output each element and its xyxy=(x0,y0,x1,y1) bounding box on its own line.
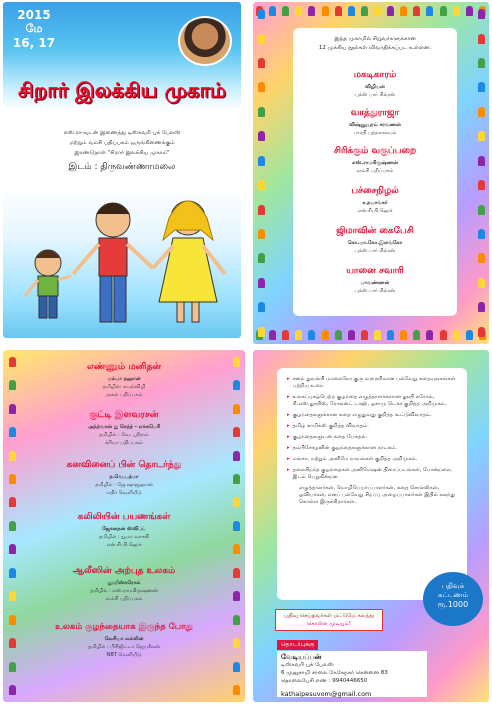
book-author: லூயிஸ்கரோல் xyxy=(107,580,141,586)
details-box xyxy=(277,368,467,600)
book-translator: தமிழில்: கயல்விழி xyxy=(102,384,146,390)
fee-label-1: பதிவுக் xyxy=(441,582,465,590)
month: மே xyxy=(25,22,43,35)
book-author: அந்த்வான் து செந்த் - எக்சுபெரி xyxy=(87,424,161,430)
contact-org: டிஸ்கவரி புக் பேலஸ் xyxy=(281,662,334,668)
bullet-icon: ▸ xyxy=(287,412,290,418)
book-title: மகடிகாரம் xyxy=(353,70,397,80)
intro-line-1: இந்த முகாமில் சிறுவர்களுக்கான xyxy=(334,36,416,42)
book-publisher: என்.சி.பி.ஹெச் xyxy=(106,542,142,548)
bullet-icon: ▸ xyxy=(287,434,290,440)
kids-border-top xyxy=(253,4,489,18)
author-photo xyxy=(178,16,232,66)
book-publisher: புக்ஸ் பார் சில்ரன் xyxy=(355,92,395,98)
date-badge xyxy=(11,8,57,54)
book-translator: தமிழில் : பிரிஜிட்டா ஜெயசீலன் xyxy=(88,644,160,650)
kids-border-left xyxy=(255,2,267,344)
kids-border-left xyxy=(6,350,18,702)
detail-item: ▸ தம்பிசோழனின் குழந்தைகளுக்கான நாடகம். xyxy=(287,445,397,451)
book-author: கொ.மா.கோ.இளங்கோ xyxy=(347,240,403,246)
details-list xyxy=(277,368,467,481)
book-publisher: வம்சி பதிப்பகம் xyxy=(356,168,394,174)
book-translator: தமிழில் : ஜே.ஷாஜஹான் xyxy=(95,482,153,488)
book-title: குட்டி இளவரசன் xyxy=(89,410,159,420)
page-title: சிறார் இலக்கிய முகாம் xyxy=(17,78,227,102)
booklist-right-box xyxy=(293,28,457,316)
contact-address: 6 முனுசாமி சாலை கேகேநகர் சென்னை 83 xyxy=(281,670,388,676)
registration-note: பதிவு செய்தவர்கள் மட்டுமே கலந்து கொள்ள முடியும்! xyxy=(275,609,383,631)
bullet-icon: ▸ xyxy=(287,467,290,473)
detail-item: ▸ குழந்தைகளுடன் கதை பேசுதல். xyxy=(287,434,368,440)
contact-email[interactable]: kathaipesuvom@gmail.com xyxy=(281,690,372,698)
bullet-icon: ▸ xyxy=(287,445,290,451)
book-title: ஜிமாவின் கைபேசி xyxy=(336,226,414,236)
kids-border-right xyxy=(230,350,242,702)
girl-figure xyxy=(153,201,225,322)
booklist-panel-right xyxy=(253,2,489,344)
book-publisher: புக்ஸ் பார் சில்ரன் xyxy=(355,248,395,254)
kids-border-right xyxy=(475,2,487,344)
detail-item: ▸ மங்கா, மற்றும் அனிமே நாவல்கள் குறித்த அறிமுகம். xyxy=(287,456,418,462)
bullet-icon: ▸ xyxy=(287,394,290,400)
kids-border-bottom xyxy=(253,328,489,342)
book-author: ஜோனதன் ஸ்விப்ட் xyxy=(102,526,146,532)
book-author: பாவண்ணன் xyxy=(360,280,390,286)
invite-line-2: மற்றும் வம்சி பதிப்பகம் ஒருங்கிணைக்கும் xyxy=(69,140,175,146)
book-translator: தமிழில் : எஸ்.ராமகிருஷ்ணன் xyxy=(90,588,158,594)
book-title: ஆலீஸின் அற்புத உலகம் xyxy=(72,566,176,576)
contact-phone: தொலைபேசி எண் : 9940446650 xyxy=(281,678,368,684)
bullet-icon: ▸ xyxy=(287,423,290,429)
children-illustration xyxy=(3,178,241,338)
book-publisher: எதிர் வெளியீடு xyxy=(106,490,142,496)
detail-item: ▸ தலைசிறந்த குழந்தைகள் அனிமேஷன் திரைப்படங்கள், போன்றவை இடம் பெறுகின்றன xyxy=(287,467,452,480)
book-author: உதயசங்கர் xyxy=(362,200,388,206)
contact-name: வேடியப்பன் xyxy=(281,653,322,661)
book-publisher: NBT வெளியீடு xyxy=(106,652,142,658)
book-title: யானை சவாரி xyxy=(346,266,404,276)
invite-line-1: எஸ்.ரா-வுடன் இணைந்து டிஸ்கவரி புக் பேலஸ் xyxy=(63,130,181,136)
dates: 16, 17 xyxy=(12,36,56,50)
year: 2015 xyxy=(17,8,51,22)
bullet-icon: ▸ xyxy=(287,376,290,382)
book-publisher: க்ரியா பதிப்பகம் xyxy=(105,440,143,446)
book-publisher: என்.சி.பி.ஹெச் xyxy=(357,208,393,214)
book-translator: தமிழில் : வெ. ஸ்ரீராம் xyxy=(99,432,149,438)
boy-figure xyxy=(73,203,153,322)
details-panel xyxy=(253,350,489,702)
book-publisher: பாரதி புத்தகாலயம் xyxy=(353,130,397,136)
book-title: எண்ணும் மனிதன் xyxy=(86,362,162,372)
book-publisher: வம்சி பதிப்பகம் xyxy=(105,596,143,602)
fee-amount: ரூ.1000 xyxy=(437,600,469,609)
book-author: த.வெ.பத்மா xyxy=(109,474,139,480)
contact-header: தொடர்புக்கு xyxy=(277,640,318,650)
book-title: கலிலியின் பயணங்கள் xyxy=(77,512,171,522)
cover-panel xyxy=(3,2,241,338)
book-author: எஸ்.ராமகிருஷ்ணன் xyxy=(352,160,398,166)
book-translator: தமிழில் : யூமா வாசுகி xyxy=(98,534,150,540)
details-footer: எழுத்தாளர்கள், மொழிபெயர்ப்பாளர்கள், கதை சொல்லிகள், ஓவியர்கள், எனப் பல்வேறு சிறப்பு அழைப்பாளர்கள் இதில் கலந்து கொள்ள இருக்கிறார்கள். xyxy=(299,485,456,505)
intro-line-2: 12 முக்கிய நூல்கள் விவாதிக்கப்பட உள்ளன. xyxy=(318,45,432,51)
detail-item: ▸ தமிழ் காமிக்ஸ் குறித்த விவாதம். xyxy=(287,423,369,429)
book-title: உலகம் குழந்தையாக இருந்த போது xyxy=(55,622,193,632)
book-title: வாத்துராஜா xyxy=(350,108,400,118)
book-title: பச்சைநிழல் xyxy=(351,186,399,196)
book-title: கனவினைப் பின் தொடர்ந்து xyxy=(66,460,182,470)
bullet-icon: ▸ xyxy=(287,456,290,462)
fee-badge xyxy=(423,572,483,626)
book-publisher: அகல் பதிப்பகம் xyxy=(105,392,143,398)
detail-item: ▸ குழந்தைகளுக்கான கதை எழுதுவது குறித்த கூட்டுவிவாதம். xyxy=(287,412,432,418)
book-author: மல்பா தஹான் xyxy=(107,376,141,382)
fee-label-2: கட்டணம் xyxy=(437,591,469,599)
book-author: லெசியா லல்லின் xyxy=(104,636,144,642)
book-author: விஷ்ணுபுரம் சரவணன் xyxy=(349,122,401,128)
booklist-panel-left xyxy=(3,350,245,702)
detail-item: ▸ சனம் துவங்கி மாலைநேர குரு வரையிலான பல்வேறு கதையுலகங்கள் பற்றிய உரை. xyxy=(287,376,456,389)
booklist-left-box xyxy=(25,358,223,694)
book-author: விழியன் xyxy=(365,84,385,90)
book-title: சிரிக்கும் வகுப்பறை xyxy=(333,146,417,156)
small-boy-figure xyxy=(25,250,71,318)
invite-line-3: இரண்டுநாள் "சிறார் இலக்கிய முகாம்" xyxy=(74,150,170,156)
venue: இடம் : திருவண்ணாமலை xyxy=(68,162,176,172)
book-publisher: புக்ஸ் பார் சில்ரன் xyxy=(355,288,395,294)
detail-item: ▸ உலகப்புகழ்பெற்ற குழந்தை எழுத்தாளர்களான லூயி கரோல், சி.எஸ்.லூயிஸ், ரோலன்ட் டாஹ், ஓசாமு டெகா குறித்த அறிமுகம். xyxy=(287,394,447,407)
